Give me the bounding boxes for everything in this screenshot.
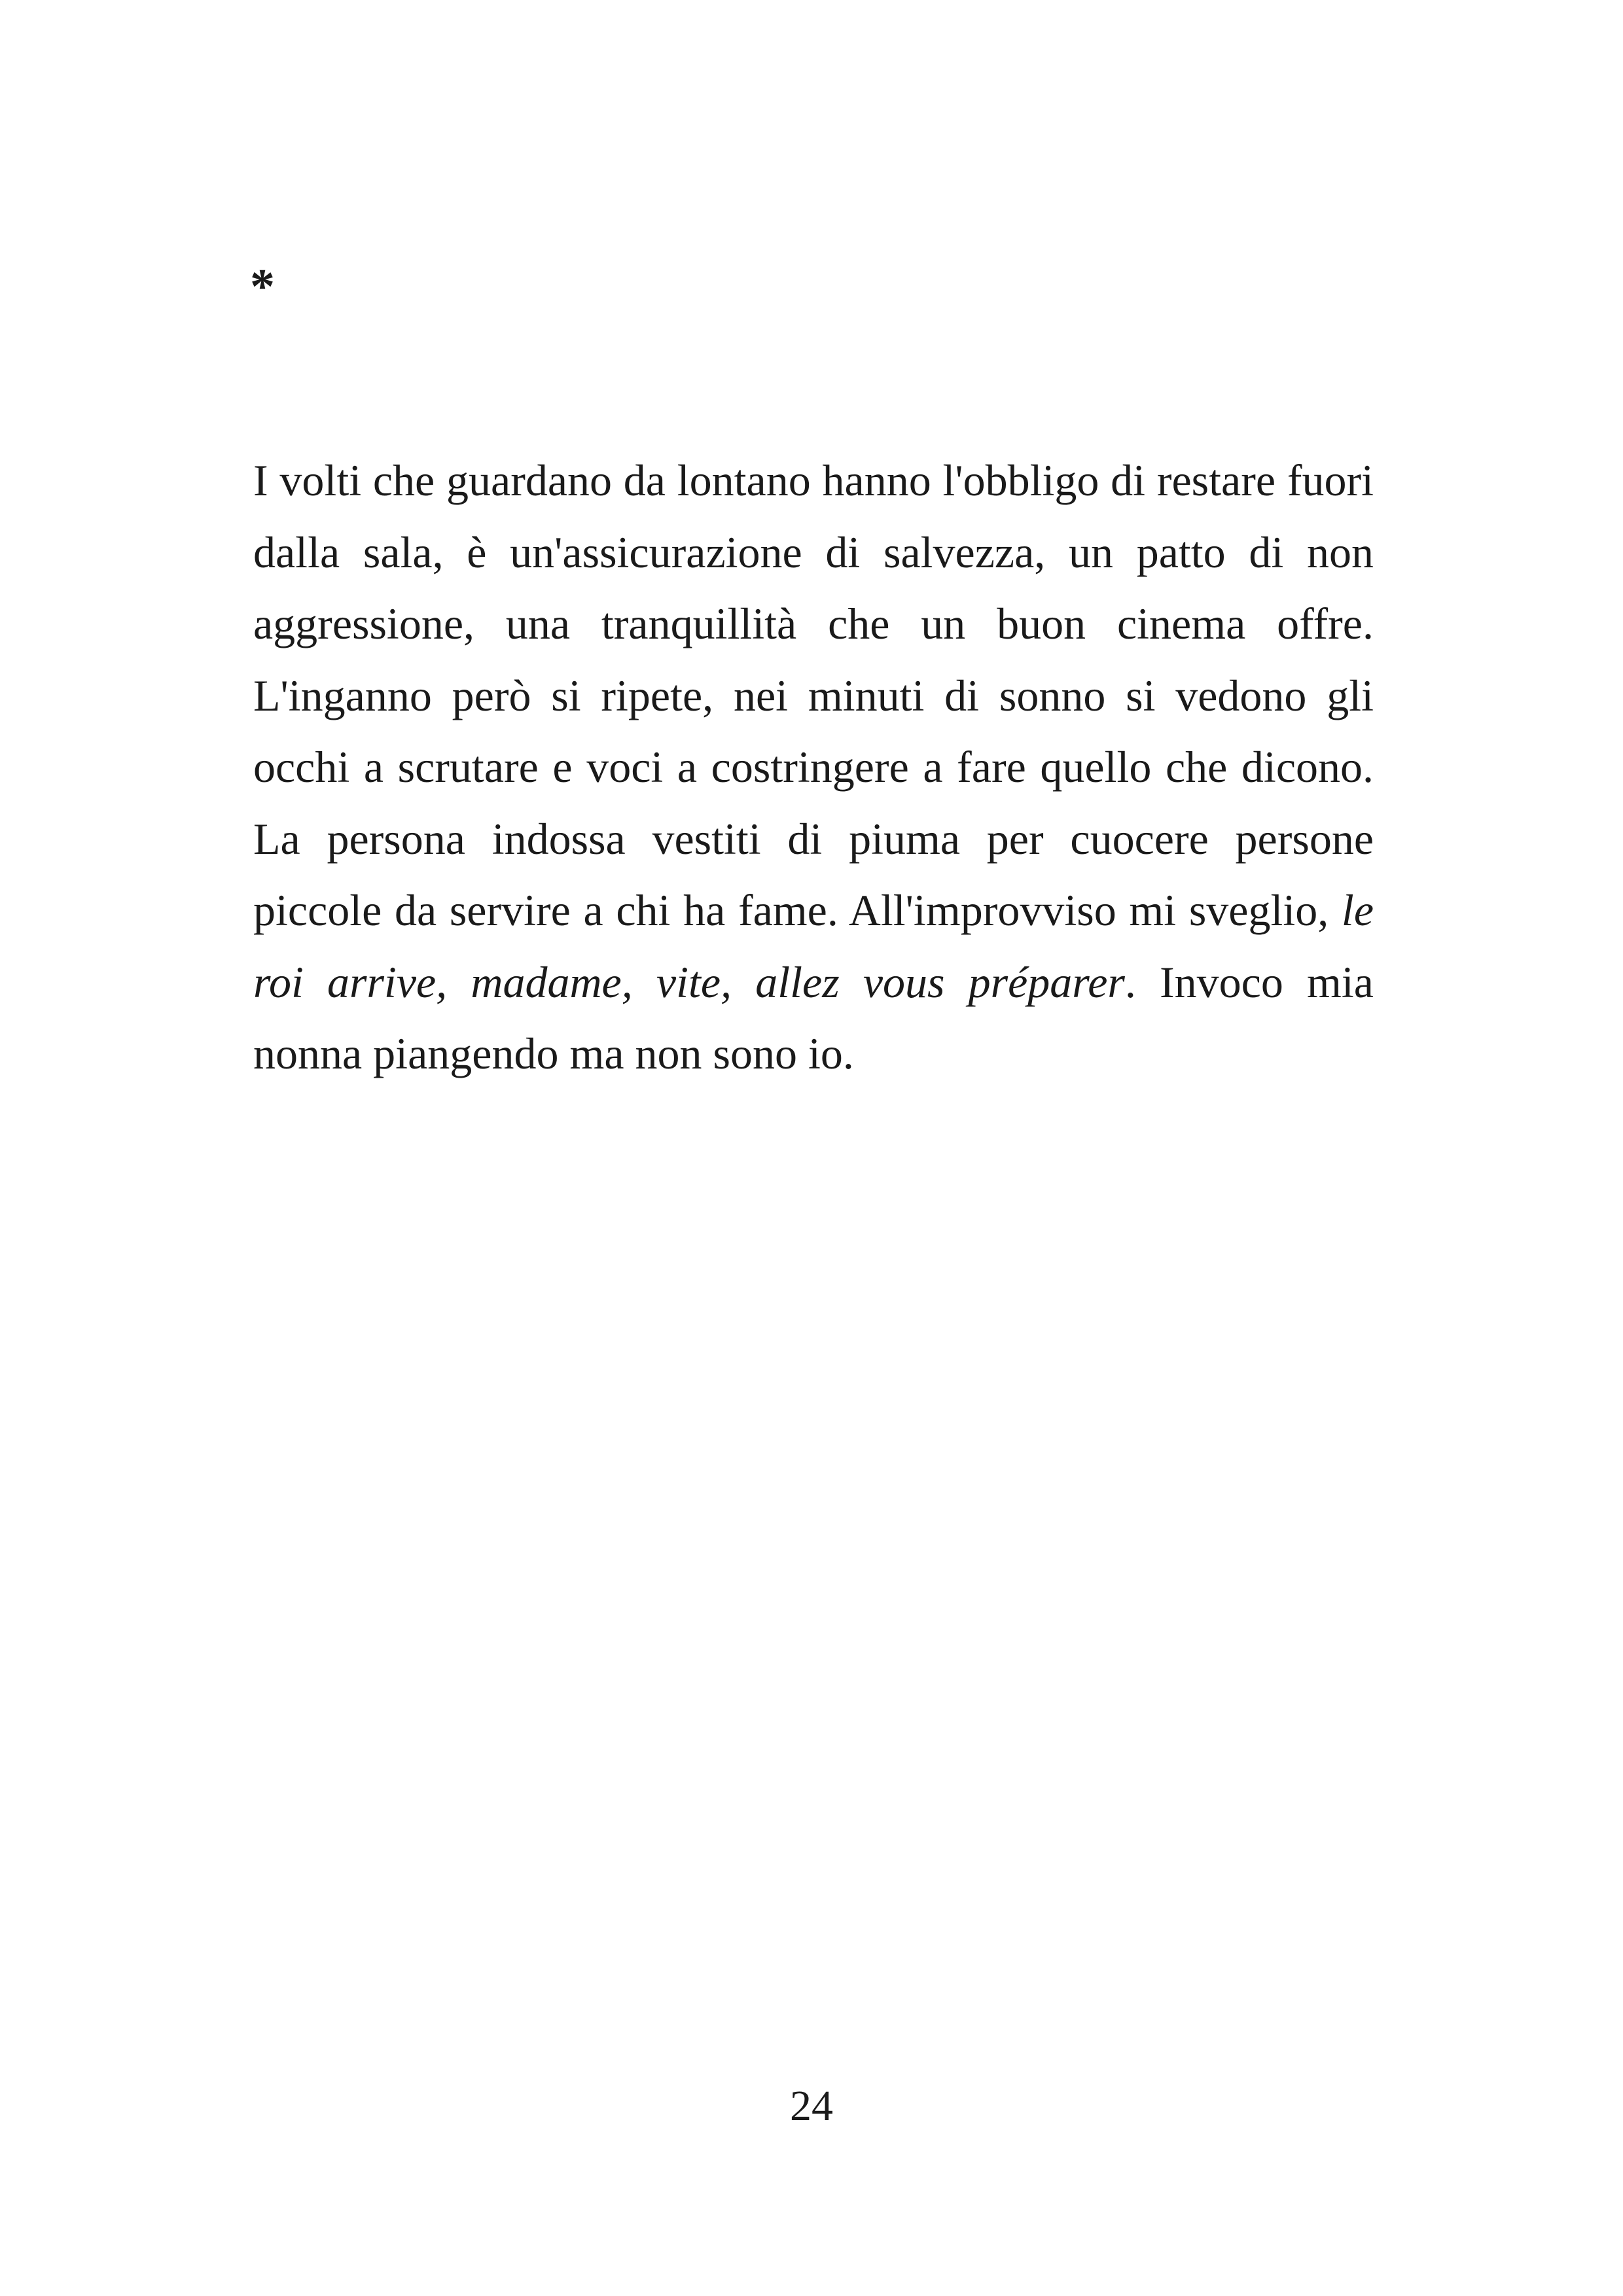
- paragraph-text-end: . Invoco mia nonna piangendo ma non sono io.: [253, 957, 1374, 1078]
- italic-french-quote: le roi arrive, madame, vite, allez vous préparer: [253, 885, 1374, 1007]
- section-break-asterisk: *: [250, 259, 275, 314]
- body-paragraph: [253, 445, 1374, 1090]
- paragraph-text-start: I volti che guardano da lontano hanno l'obbligo di restare fuori dalla sala, è un'assicurazione di salvezza, un patto di non aggressione, una tranquillità che un buon cinema offre. L'inganno però si ripete, nei minuti di sonno si vedono gli occhi a scrutare e voci a costringere a fare quello che dicono. La persona indossa vestiti di piuma per cuocere persone piccole da servire a chi ha fame. All'improvviso mi sveglio,: [253, 455, 1374, 935]
- page-number: 24: [790, 2082, 833, 2130]
